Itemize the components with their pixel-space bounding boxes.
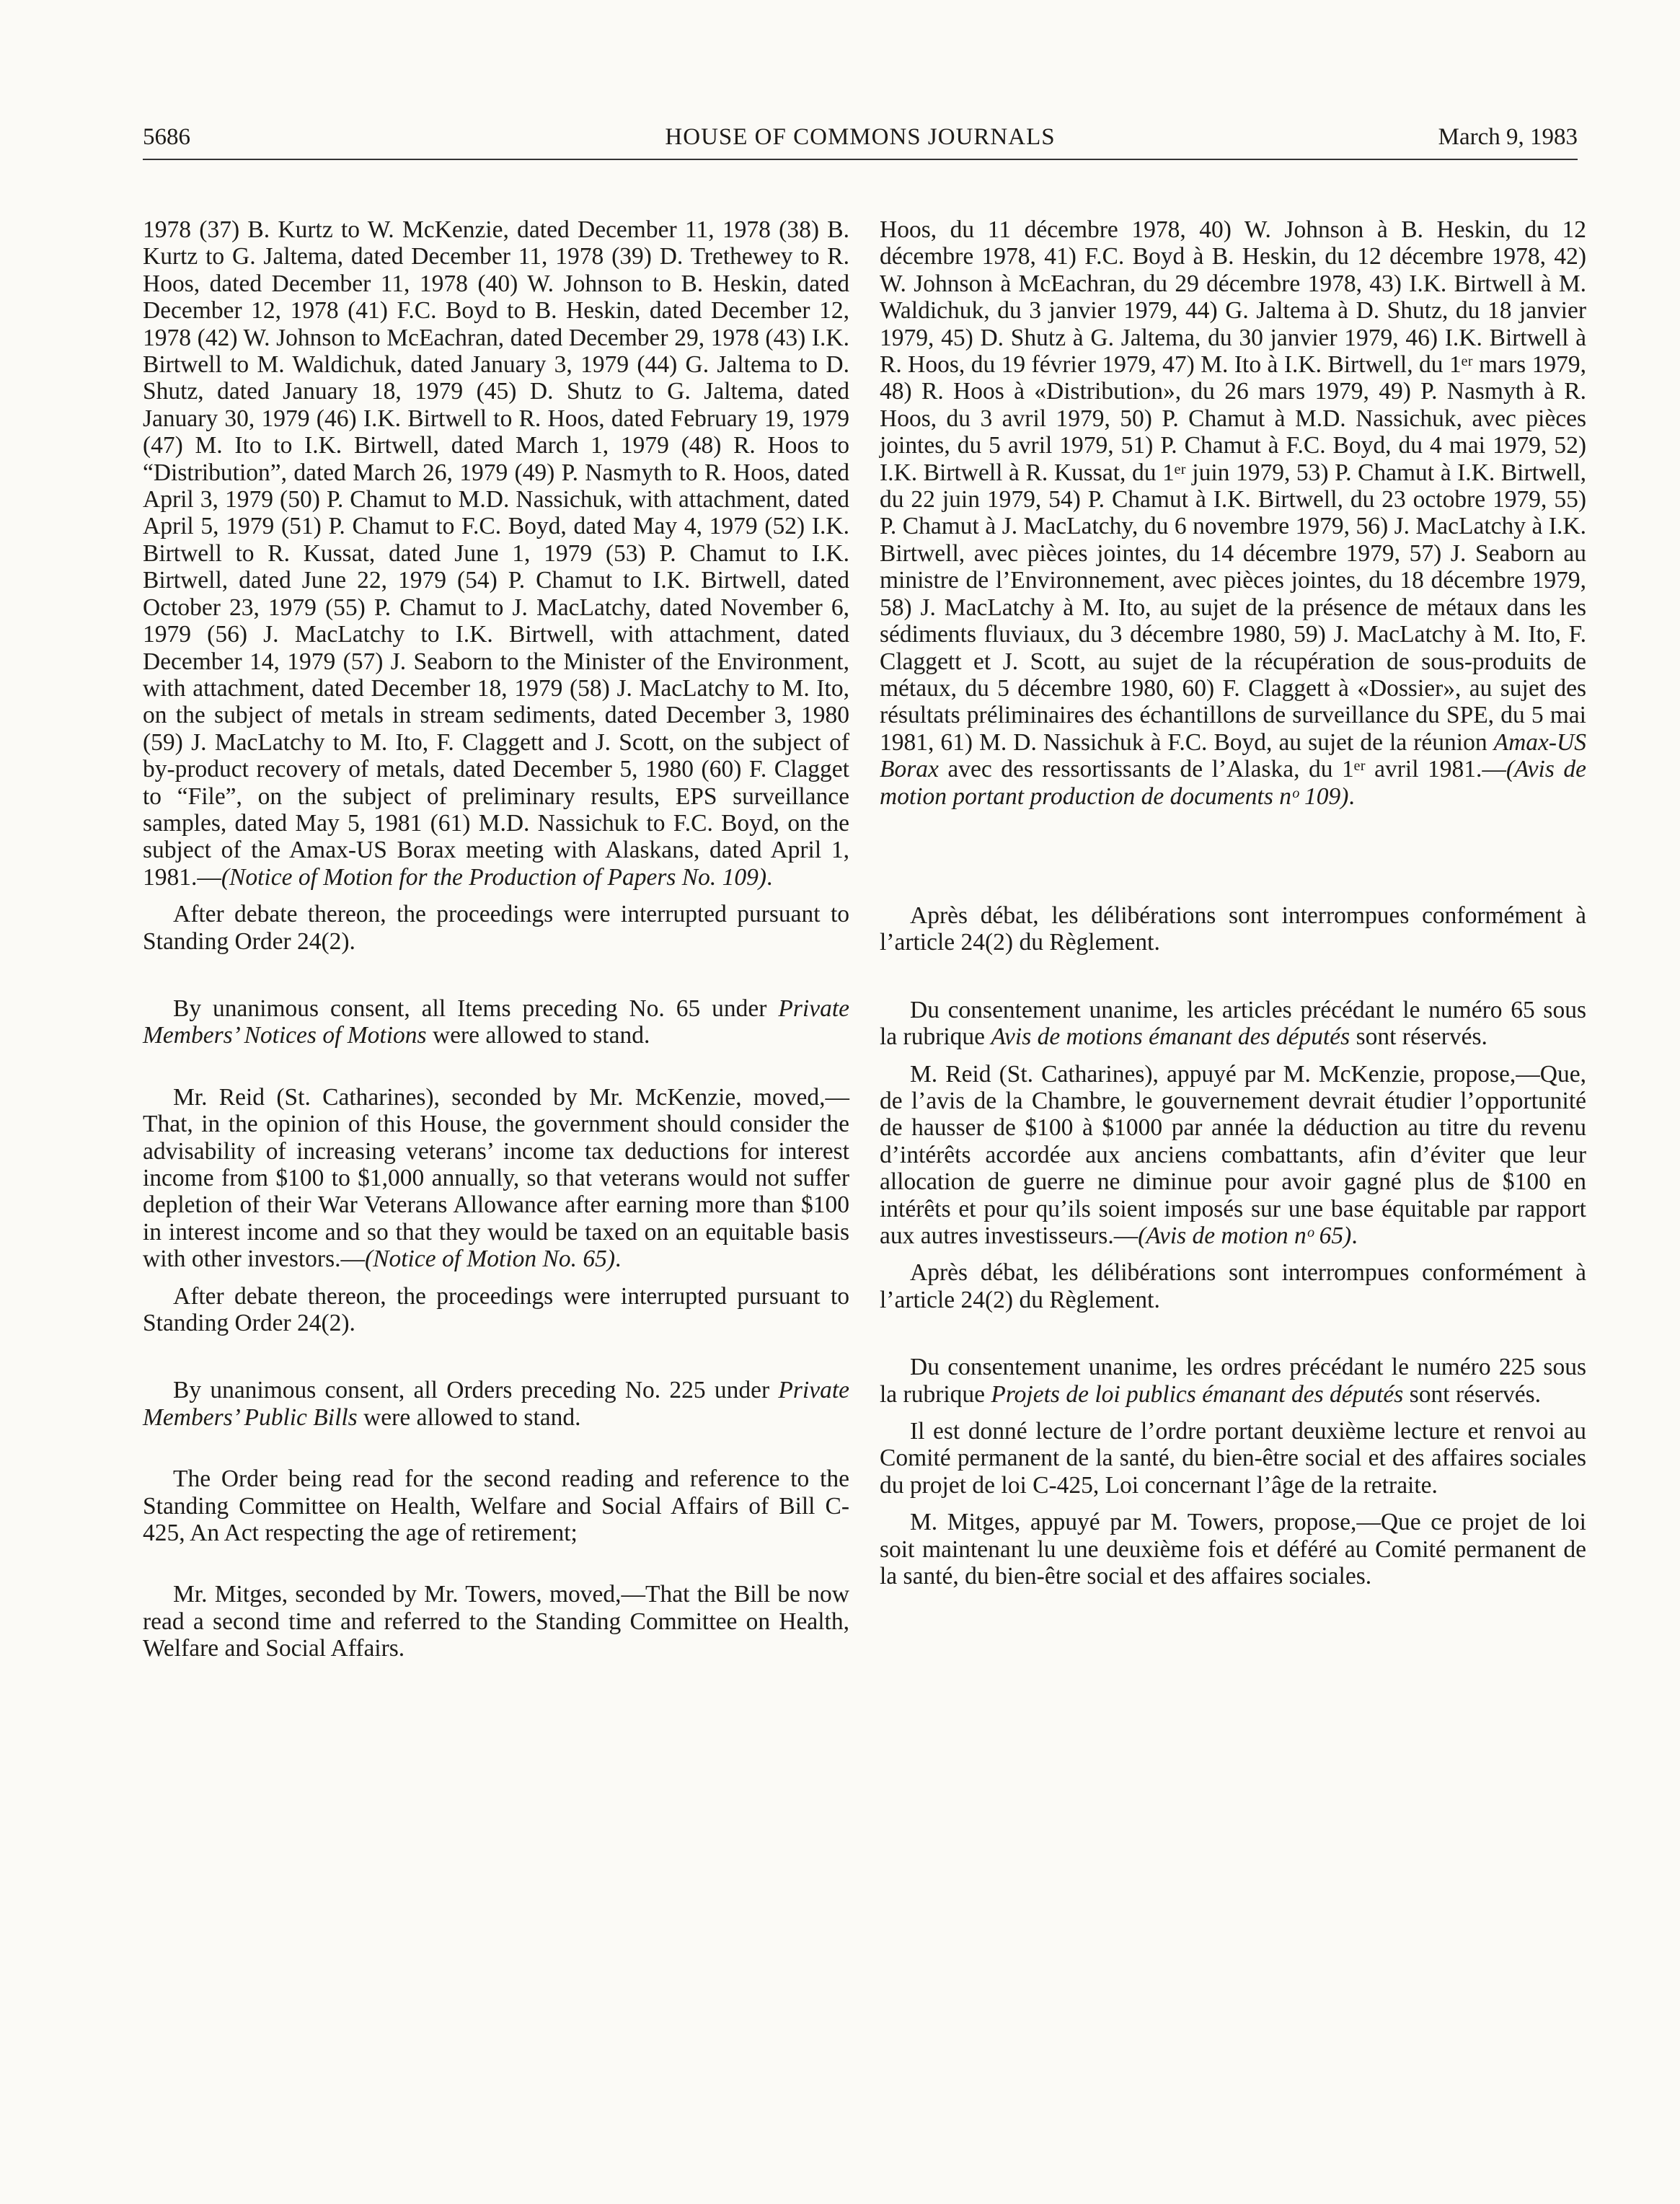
journal-title: HOUSE OF COMMONS JOURNALS bbox=[665, 124, 1056, 150]
en-mitges-motion: Mr. Mitges, seconded by Mr. Towers, moved,—That the Bill be now read a second time and referred to the Standing Committee on Health, Welfare and Social Affairs. bbox=[143, 1581, 849, 1662]
en-debate-interrupted-1: After debate thereon, the proceedings were interrupted pursuant to Standing Order 24(2). bbox=[143, 901, 849, 955]
page-header bbox=[143, 124, 1578, 160]
fr-order-read: Il est donné lecture de l’ordre portant deuxième lecture et renvoi au Comité permanent de la santé, du bien-être social et des affaires sociales du projet de loi C-425, Loi concernant l’âge de la retraite. bbox=[880, 1418, 1586, 1499]
page-number: 5686 bbox=[143, 124, 190, 150]
en-debate-interrupted-2: After debate thereon, the proceedings were interrupted pursuant to Standing Order 24(2). bbox=[143, 1282, 849, 1337]
fr-reid-motion: M. Reid (St. Catharines), appuyé par M. McKenzie, propose,—Que, de l’avis de la Chambre, le gouvernement devrait étudier l’opportunité de hausser de $100 à $1000 par année la déduction au titre du revenu d’intérêts accordée aux anciens combattants, afin d’éviter que leur allocation de guerre ne diminue pour avoir gagné plus de $100 en intérêts et pour qu’ils soient imposés sur une base équitable par rapport aux autres investisseurs.—(Avis de motion nᵒ 65). bbox=[880, 1060, 1586, 1249]
fr-debate-interrupted-1: Après débat, les délibérations sont interrompues conformément à l’article 24(2) du Règlement. bbox=[880, 902, 1586, 956]
fr-mitges-motion: M. Mitges, appuyé par M. Towers, propose,—Que ce projet de loi soit maintenant lu une deuxième fois et déféré au Comité permanent de la santé, du bien-être social et des affaires sociales. bbox=[880, 1509, 1586, 1590]
fr-document-list: Hoos, du 11 décembre 1978, 40) W. Johnson à B. Heskin, du 12 décembre 1978, 41) F.C. Boyd à B. Heskin, du 12 décembre 1978, 42) W. Johnson à McEachran, du 29 décembre 1978, 43) I.K. Birtwell à M. Waldichuk, du 3 janvier 1979, 44) G. Jaltema à D. Shutz, du 18 janvier 1979, 45) D. Shutz à G. Jaltema, du 30 janvier 1979, 46) I.K. Birtwell à R. Hoos, du 19 février 1979, 47) M. Ito à I.K. Birtwell, du 1ᵉʳ mars 1979, 48) R. Hoos à «Distribution», du 26 mars 1979, 49) P. Nasmyth à R. Hoos, du 3 avril 1979, 50) P. Chamut à M.D. Nassichuk, avec pièces jointes, du 5 avril 1979, 51) P. Chamut à F.C. Boyd, du 4 mai 1979, 52) I.K. Birtwell à R. Kussat, du 1ᵉʳ juin 1979, 53) P. Chamut à I.K. Birtwell, du 22 juin 1979, 54) P. Chamut à I.K. Birtwell, du 23 octobre 1979, 55) P. Chamut à J. MacLatchy, du 6 novembre 1979, 56) J. MacLatchy à I.K. Birtwell, avec pièces jointes, du 14 décembre 1979, 57) J. Seaborn au ministre de l’Environnement, avec pièces jointes, du 18 décembre 1979, 58) J. MacLatchy à M. Ito, au sujet de la présence de métaux dans les sédiments fluviaux, du 3 décembre 1980, 59) J. MacLatchy à M. Ito, F. Claggett et J. Scott, au sujet de la récupération de sous-produits de métaux, du 5 décembre 1980, 60) F. Claggett à «Dossier», au sujet des résultats préliminaires des échantillons de surveillance du SPE, du 5 mai 1981, 61) M. D. Nassichuk à F.C. Boyd, au sujet de la réunion Amax-US Borax avec des ressortissants de l’Alaska, du 1ᵉʳ avril 1981.—(Avis de motion portant production de documents nᵒ 109). bbox=[880, 216, 1587, 810]
french-column bbox=[880, 216, 1586, 1590]
journal-date: March 9, 1983 bbox=[1438, 124, 1578, 150]
en-unanimous-consent-motions: By unanimous consent, all Items preceding No. 65 under Private Members’ Notices of Motions were allowed to stand. bbox=[143, 995, 849, 1049]
fr-unanimous-consent-motions: Du consentement unanime, les articles précédant le numéro 65 sous la rubrique Avis de motions émanant des députés sont réservés. bbox=[880, 996, 1586, 1051]
en-document-list: 1978 (37) B. Kurtz to W. McKenzie, dated December 11, 1978 (38) B. Kurtz to G. Jaltema, dated December 11, 1978 (39) D. Trethewey to R. Hoos, dated December 11, 1978 (40) W. Johnson to B. Heskin, dated December 12, 1978 (41) F.C. Boyd to B. Heskin, dated December 12, 1978 (42) W. Johnson to McEachran, dated December 29, 1978 (43) I.K. Birtwell to M. Waldichuk, dated January 3, 1979 (44) G. Jaltema to D. Shutz, dated January 18, 1979 (45) D. Shutz to G. Jaltema, dated January 30, 1979 (46) I.K. Birtwell to R. Hoos, dated February 19, 1979 (47) M. Ito to I.K. Birtwell, dated March 1, 1979 (48) R. Hoos to “Distribution”, dated March 26, 1979 (49) P. Nasmyth to R. Hoos, dated April 3, 1979 (50) P. Chamut to M.D. Nassichuk, with attachment, dated April 5, 1979 (51) P. Chamut to F.C. Boyd, dated May 4, 1979 (52) I.K. Birtwell to R. Kussat, dated June 1, 1979 (53) P. Chamut to I.K. Birtwell, dated June 22, 1979 (54) P. Chamut to I.K. Birtwell, dated October 23, 1979 (55) P. Chamut to J. MacLatchy, dated November 6, 1979 (56) J. MacLatchy to I.K. Birtwell, with attachment, dated December 14, 1979 (57) J. Seaborn to the Minister of the Environment, with attachment, dated December 18, 1979 (58) J. MacLatchy to M. Ito, on the subject of metals in stream sediments, dated December 3, 1980 (59) J. MacLatchy to M. Ito, F. Claggett and J. Scott, on the subject of by-product recovery of metals, dated December 5, 1980 (60) F. Clagget to “File”, on the subject of preliminary results, EPS surveillance samples, dated May 5, 1981 (61) M.D. Nassichuk to F.C. Boyd, on the subject of the Amax-US Borax meeting with Alaskans, dated April 1, 1981.—(Notice of Motion for the Production of Papers No. 109). bbox=[143, 216, 849, 891]
fr-debate-interrupted-2: Après débat, les délibérations sont interrompues conformément à l’article 24(2) du Règlement. bbox=[880, 1259, 1586, 1313]
english-column bbox=[143, 216, 849, 1662]
en-reid-motion: Mr. Reid (St. Catharines), seconded by Mr. McKenzie, moved,—That, in the opinion of this House, the government should consider the advisability of increasing veterans’ income tax deductions for interest income from $100 to $1,000 annually, so that veterans would not suffer depletion of their War Veterans Allowance after earning more than $100 in interest income and so that they would be taxed on an equitable basis with other investors.—(Notice of Motion No. 65). bbox=[143, 1083, 849, 1273]
en-order-read: The Order being read for the second reading and reference to the Standing Committee on Health, Welfare and Social Affairs of Bill C-425, An Act respecting the age of retirement; bbox=[143, 1465, 849, 1547]
fr-unanimous-consent-bills: Du consentement unanime, les ordres précédant le numéro 225 sous la rubrique Projets de loi publics émanant des députés sont réservés. bbox=[880, 1354, 1586, 1408]
en-unanimous-consent-bills: By unanimous consent, all Orders preceding No. 225 under Private Members’ Public Bills were allowed to stand. bbox=[143, 1377, 849, 1431]
